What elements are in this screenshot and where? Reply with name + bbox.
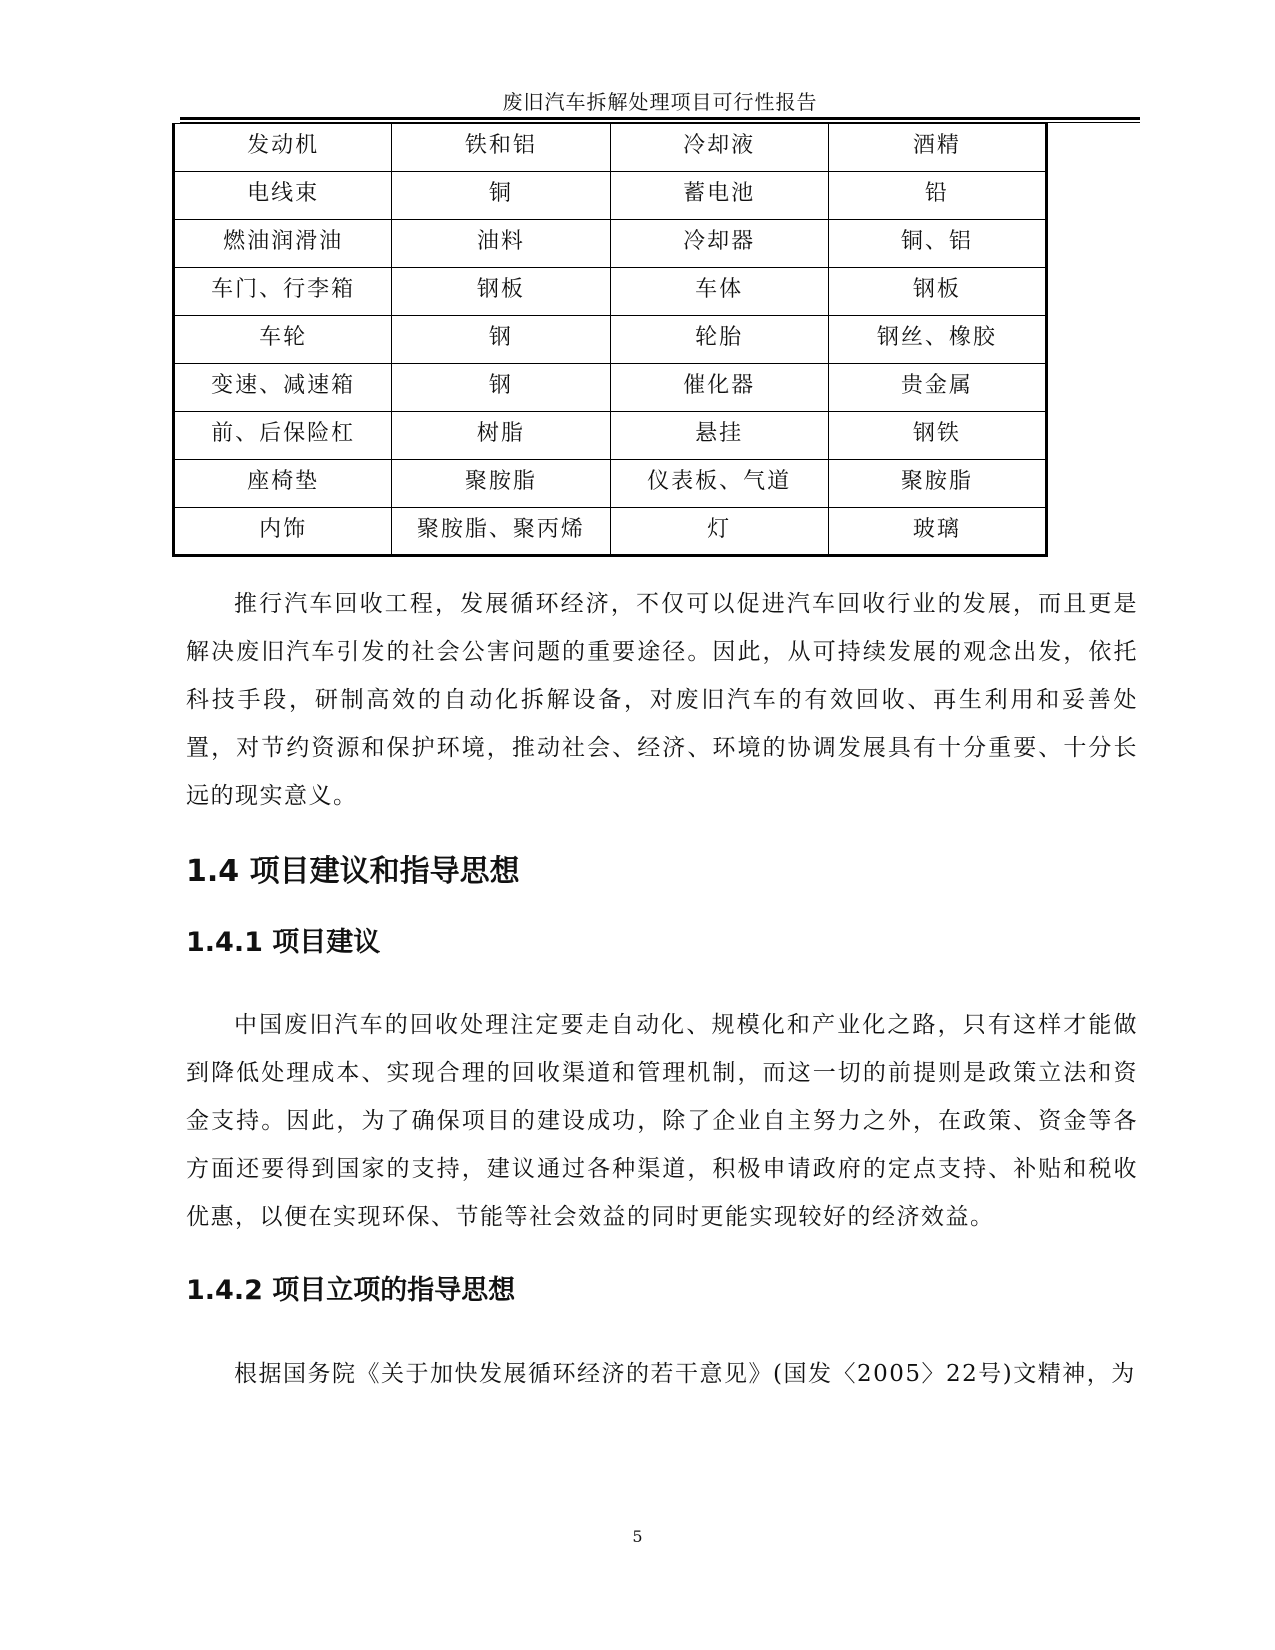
table-cell: 轮胎 (610, 316, 828, 364)
table-cell: 树脂 (392, 412, 610, 460)
table-cell: 钢丝、橡胶 (828, 316, 1046, 364)
table-cell: 电线束 (174, 172, 392, 220)
paragraph-project-suggestion: 中国废旧汽车的回收处理注定要走自动化、规模化和产业化之路，只有这样才能做到降低处理成本、实现合理的回收渠道和管理机制，而这一切的前提则是政策立法和资金支持。因此，为了确保项目的建设成功，除了企业自主努力之外，在政策、资金等各方面还要得到国家的支持，建议通过各种渠道，积极申请政府的定点支持、补贴和税收优惠，以便在实现环保、节能等社会效益的同时更能实现较好的经济效益。 (186, 1012, 1138, 1230)
table-cell: 铜 (392, 172, 610, 220)
table-cell: 聚胺脂 (828, 460, 1046, 508)
table-cell: 车门、行李箱 (174, 268, 392, 316)
section-heading-1-4-2: 1.4.2 项目立项的指导思想 (186, 1275, 516, 1306)
table-cell: 聚胺脂、聚丙烯 (392, 508, 610, 556)
table-cell: 车轮 (174, 316, 392, 364)
table-cell: 钢 (392, 364, 610, 412)
table-row (174, 460, 1047, 508)
table-row (174, 220, 1047, 268)
table-cell: 贵金属 (828, 364, 1046, 412)
table-cell: 发动机 (174, 124, 392, 172)
table-cell: 油料 (392, 220, 610, 268)
table-row (174, 172, 1047, 220)
table-cell: 变速、减速箱 (174, 364, 392, 412)
table-row (174, 364, 1047, 412)
table-cell: 铁和铝 (392, 124, 610, 172)
table-cell: 冷却液 (610, 124, 828, 172)
table-cell: 蓄电池 (610, 172, 828, 220)
table-cell: 内饰 (174, 508, 392, 556)
table-cell: 燃油润滑油 (174, 220, 392, 268)
table-row (174, 124, 1047, 172)
table-cell: 铜、铝 (828, 220, 1046, 268)
table-cell: 车体 (610, 268, 828, 316)
table-row (174, 268, 1047, 316)
table-cell: 铅 (828, 172, 1046, 220)
table-row (174, 508, 1047, 556)
table-cell: 座椅垫 (174, 460, 392, 508)
table-cell: 钢板 (828, 268, 1046, 316)
running-header: 废旧汽车拆解处理项目可行性报告 (502, 90, 818, 114)
table-cell: 冷却器 (610, 220, 828, 268)
table-row (174, 316, 1047, 364)
table-cell: 聚胺脂 (392, 460, 610, 508)
table-cell: 灯 (610, 508, 828, 556)
table-cell: 悬挂 (610, 412, 828, 460)
table-cell: 玻璃 (828, 508, 1046, 556)
table-cell: 催化器 (610, 364, 828, 412)
table-cell: 钢铁 (828, 412, 1046, 460)
table-cell: 仪表板、气道 (610, 460, 828, 508)
section-heading-1-4-1: 1.4.1 项目建议 (186, 927, 381, 958)
table-cell: 酒精 (828, 124, 1046, 172)
table-cell: 钢 (392, 316, 610, 364)
paragraph-guiding-ideology: 根据国务院《关于加快发展循环经济的若干意见》(国发〈2005〉22号)文精神，为 (234, 1361, 1136, 1387)
header-rule (180, 117, 1140, 120)
table-cell: 前、后保险杠 (174, 412, 392, 460)
paragraph-circular-economy: 推行汽车回收工程，发展循环经济，不仅可以促进汽车回收行业的发展，而且更是解决废旧汽车引发的社会公害问题的重要途径。因此，从可持续发展的观念出发，依托科技手段，研制高效的自动化拆解设备，对废旧汽车的有效回收、再生利用和妥善处置，对节约资源和保护环境，推动社会、经济、环境的协调发展具有十分重要、十分长远的现实意义。 (186, 591, 1138, 809)
section-heading-1-4: 1.4 项目建议和指导思想 (186, 854, 520, 889)
page-number: 5 (632, 1527, 643, 1546)
material-table (172, 123, 1048, 557)
table-cell: 钢板 (392, 268, 610, 316)
table-row (174, 412, 1047, 460)
